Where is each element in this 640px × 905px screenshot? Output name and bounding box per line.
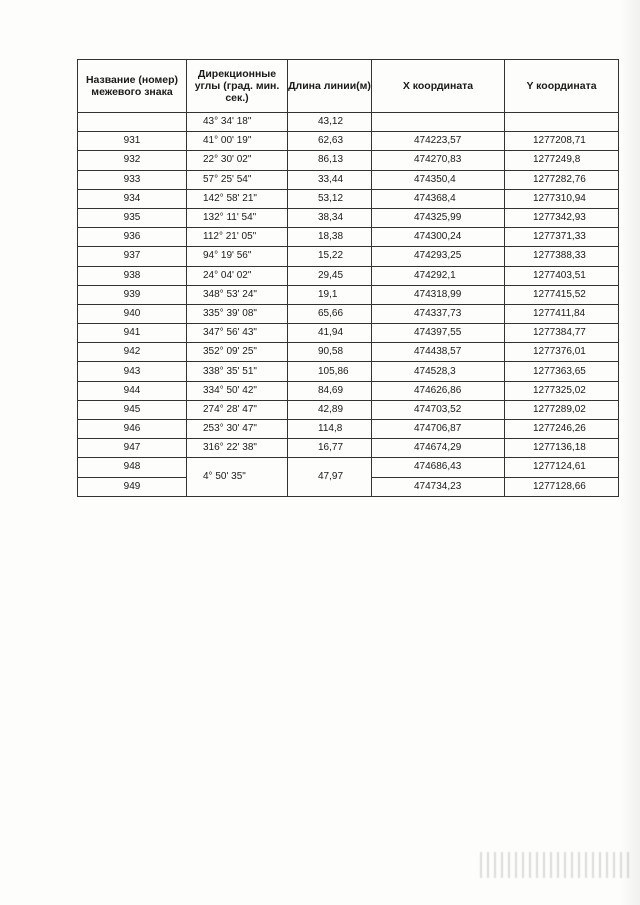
y-coordinate-cell: 1277411,84 xyxy=(505,304,619,323)
boundary-coordinates-table xyxy=(77,59,619,497)
line-length-cell: 47,97 xyxy=(288,458,372,496)
x-coordinate-cell: 474734,23 xyxy=(372,477,505,496)
direction-angle-cell: 4° 50' 35" xyxy=(187,458,288,496)
scan-artifact xyxy=(480,852,630,878)
point-name-cell: 947 xyxy=(78,439,187,458)
page-edge-shadow xyxy=(620,0,640,905)
point-name-cell: 942 xyxy=(78,343,187,362)
direction-angle-cell: 22° 30' 02" xyxy=(187,151,288,170)
line-length-cell: 65,66 xyxy=(288,304,372,323)
y-coordinate-cell: 1277289,02 xyxy=(505,400,619,419)
direction-angle-cell: 348° 53' 24" xyxy=(187,285,288,304)
point-name-cell: 933 xyxy=(78,170,187,189)
point-name-cell: 938 xyxy=(78,266,187,285)
table-half-row xyxy=(78,113,619,132)
point-name-cell-empty xyxy=(78,113,187,132)
x-coordinate-cell: 474686,43 xyxy=(372,458,505,477)
line-length-cell: 33,44 xyxy=(288,170,372,189)
x-coordinate-cell: 474318,99 xyxy=(372,285,505,304)
line-length-cell: 18,38 xyxy=(288,228,372,247)
table-header-row xyxy=(78,60,619,113)
line-length-cell: 114,8 xyxy=(288,420,372,439)
x-coordinate-cell: 474292,1 xyxy=(372,266,505,285)
x-coordinate-cell: 474293,25 xyxy=(372,247,505,266)
line-length-cell: 41,94 xyxy=(288,324,372,343)
point-name-cell: 943 xyxy=(78,362,187,381)
y-coordinate-cell: 1277371,33 xyxy=(505,228,619,247)
line-length-cell: 42,89 xyxy=(288,400,372,419)
point-name-cell: 931 xyxy=(78,132,187,151)
y-coordinate-cell: 1277249,8 xyxy=(505,151,619,170)
y-coordinate-cell: 1277282,76 xyxy=(505,170,619,189)
direction-angle-cell: 253° 30' 47" xyxy=(187,420,288,439)
point-name-cell: 946 xyxy=(78,420,187,439)
x-coordinate-cell: 474325,99 xyxy=(372,208,505,227)
y-coordinate-cell: 1277124,61 xyxy=(505,458,619,477)
x-coordinate-cell: 474626,86 xyxy=(372,381,505,400)
y-coordinate-cell: 1277128,66 xyxy=(505,477,619,496)
header-x-coordinate: X координата xyxy=(372,60,505,113)
x-coordinate-cell: 474703,52 xyxy=(372,400,505,419)
y-coordinate-cell: 1277325,02 xyxy=(505,381,619,400)
x-coordinate-cell: 474438,57 xyxy=(372,343,505,362)
x-coordinate-cell: 474300,24 xyxy=(372,228,505,247)
y-coordinate-cell: 1277388,33 xyxy=(505,247,619,266)
y-coordinate-cell: 1277208,71 xyxy=(505,132,619,151)
direction-angle-cell: 335° 39' 08" xyxy=(187,304,288,323)
y-coordinate-cell-empty xyxy=(505,113,619,132)
direction-angle-cell: 274° 28' 47" xyxy=(187,400,288,419)
line-length-cell: 29,45 xyxy=(288,266,372,285)
x-coordinate-cell: 474397,55 xyxy=(372,324,505,343)
point-name-cell: 932 xyxy=(78,151,187,170)
point-name-cell: 940 xyxy=(78,304,187,323)
x-coordinate-cell: 474223,57 xyxy=(372,132,505,151)
point-name-cell: 934 xyxy=(78,189,187,208)
y-coordinate-cell: 1277384,77 xyxy=(505,324,619,343)
x-coordinate-cell: 474674,29 xyxy=(372,439,505,458)
x-coordinate-cell: 474528,3 xyxy=(372,362,505,381)
y-coordinate-cell: 1277136,18 xyxy=(505,439,619,458)
line-length-cell: 84,69 xyxy=(288,381,372,400)
direction-angle-cell: 132° 11' 54" xyxy=(187,208,288,227)
direction-angle-cell: 24° 04' 02" xyxy=(187,266,288,285)
point-name-cell: 948 xyxy=(78,458,187,477)
direction-angle-cell: 41° 00' 19" xyxy=(187,132,288,151)
point-name-cell: 949 xyxy=(78,477,187,496)
direction-angle-cell: 338° 35' 51" xyxy=(187,362,288,381)
point-name-cell: 941 xyxy=(78,324,187,343)
y-coordinate-cell: 1277415,52 xyxy=(505,285,619,304)
y-coordinate-cell: 1277310,94 xyxy=(505,189,619,208)
direction-angle-cell: 112° 21' 05" xyxy=(187,228,288,247)
y-coordinate-cell: 1277363,65 xyxy=(505,362,619,381)
header-point-name: Название (номер) межевого знака xyxy=(78,60,187,113)
direction-angle-cell: 57° 25' 54" xyxy=(187,170,288,189)
table-body xyxy=(78,113,619,497)
y-coordinate-cell: 1277376,01 xyxy=(505,343,619,362)
line-length-cell: 19,1 xyxy=(288,285,372,304)
direction-angle-cell: 347° 56' 43" xyxy=(187,324,288,343)
line-length-cell: 16,77 xyxy=(288,439,372,458)
x-coordinate-cell: 474337,73 xyxy=(372,304,505,323)
direction-angle-cell: 142° 58' 21" xyxy=(187,189,288,208)
direction-angle-cell: 43° 34' 18" xyxy=(187,113,288,132)
point-name-cell: 937 xyxy=(78,247,187,266)
point-name-cell: 944 xyxy=(78,381,187,400)
y-coordinate-cell: 1277342,93 xyxy=(505,208,619,227)
line-length-cell: 53,12 xyxy=(288,189,372,208)
point-name-cell: 945 xyxy=(78,400,187,419)
header-direction-angle: Дирекционные углы (град. мин. сек.) xyxy=(187,60,288,113)
line-length-cell: 90,58 xyxy=(288,343,372,362)
line-length-cell: 105,86 xyxy=(288,362,372,381)
point-name-cell: 939 xyxy=(78,285,187,304)
x-coordinate-cell: 474350,4 xyxy=(372,170,505,189)
direction-angle-cell: 94° 19' 56" xyxy=(187,247,288,266)
x-coordinate-cell-empty xyxy=(372,113,505,132)
y-coordinate-cell: 1277403,51 xyxy=(505,266,619,285)
direction-angle-cell: 334° 50' 42" xyxy=(187,381,288,400)
line-length-cell: 15,22 xyxy=(288,247,372,266)
header-y-coordinate: Y координата xyxy=(505,60,619,113)
y-coordinate-cell: 1277246,26 xyxy=(505,420,619,439)
x-coordinate-cell: 474270,83 xyxy=(372,151,505,170)
point-name-cell: 935 xyxy=(78,208,187,227)
line-length-cell: 38,34 xyxy=(288,208,372,227)
x-coordinate-cell: 474706,87 xyxy=(372,420,505,439)
x-coordinate-cell: 474368,4 xyxy=(372,189,505,208)
header-line-length: Длина линии(м) xyxy=(288,60,372,113)
direction-angle-cell: 316° 22' 38" xyxy=(187,439,288,458)
line-length-cell: 43,12 xyxy=(288,113,372,132)
point-name-cell: 936 xyxy=(78,228,187,247)
line-length-cell: 62,63 xyxy=(288,132,372,151)
direction-angle-cell: 352° 09' 25" xyxy=(187,343,288,362)
line-length-cell: 86,13 xyxy=(288,151,372,170)
